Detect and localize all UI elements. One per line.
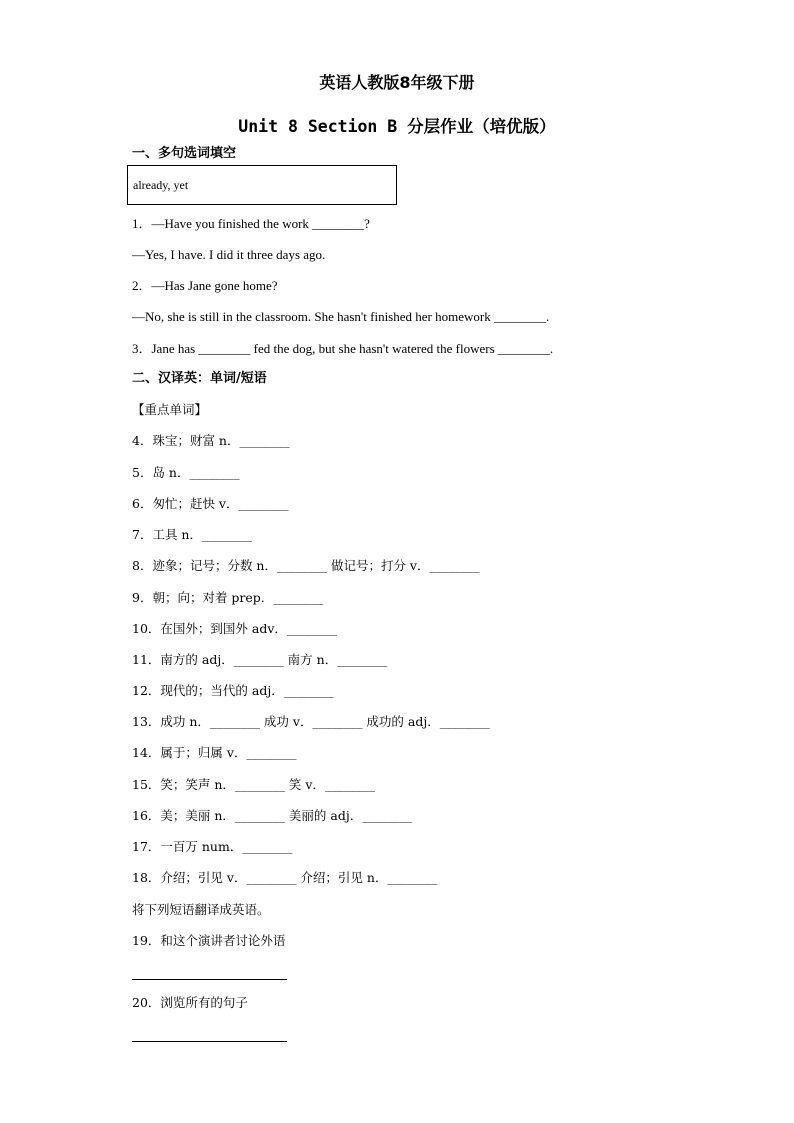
item-8: 8．迹象；记号；分数 n．________ 做记号；打分 v．________ (132, 558, 480, 573)
section-heading-2: 二、汉译英：单词/短语 (132, 371, 267, 386)
item-17: 17．一百万 num．________ (132, 839, 293, 854)
item-7: 7．工具 n．________ (132, 527, 252, 542)
word-box-text: already, yet (133, 178, 189, 192)
item-9: 9．朝；向；对着 prep．________ (132, 590, 324, 605)
item-16: 16．美；美丽 n．________ 美丽的 adj．________ (132, 808, 413, 823)
word-box (127, 165, 397, 205)
item-18: 18．介绍；引见 v．________ 介绍；引见 n．________ (132, 870, 438, 885)
document-subtitle: Unit 8 Section B 分层作业（培优版） (238, 117, 556, 136)
question-1: 1．—Have you finished the work ________? (132, 216, 370, 231)
phrase-19: 19．和这个演讲者讨论外语 (132, 933, 286, 948)
item-5: 5．岛 n．________ (132, 465, 240, 480)
answer-line-19 (132, 979, 287, 980)
phrase-instruction: 将下列短语翻译成英语。 (132, 902, 270, 917)
answer-2: —No, she is still in the classroom. She hasn't finished her homework ________. (132, 309, 550, 324)
question-2: 2．—Has Jane gone home? (132, 278, 278, 293)
answer-line-20 (132, 1041, 287, 1042)
item-14: 14．属于；归属 v．________ (132, 745, 297, 760)
section-heading-1: 一、多句选词填空 (132, 146, 237, 161)
question-3: 3．Jane has ________ fed the dog, but she hasn't watered the flowers ________. (132, 341, 554, 356)
item-6: 6．匆忙；赶快 v．________ (132, 496, 289, 511)
item-4: 4．珠宝；财富 n．________ (132, 433, 290, 448)
phrase-20: 20．浏览所有的句子 (132, 995, 248, 1010)
item-10: 10．在国外；到国外 adv．________ (132, 621, 337, 636)
item-13: 13．成功 n．________ 成功 v．________ 成功的 adj．________ (132, 714, 490, 729)
item-12: 12．现代的；当代的 adj．________ (132, 683, 334, 698)
subheading-key-words: 【重点单词】 (132, 402, 208, 417)
answer-1: —Yes, I have. I did it three days ago. (132, 247, 326, 262)
item-15: 15．笑；笑声 n．________ 笑 v．________ (132, 777, 375, 792)
document-title: 英语人教版8年级下册 (319, 73, 475, 92)
item-11: 11．南方的 adj．________ 南方 n．________ (132, 652, 388, 667)
